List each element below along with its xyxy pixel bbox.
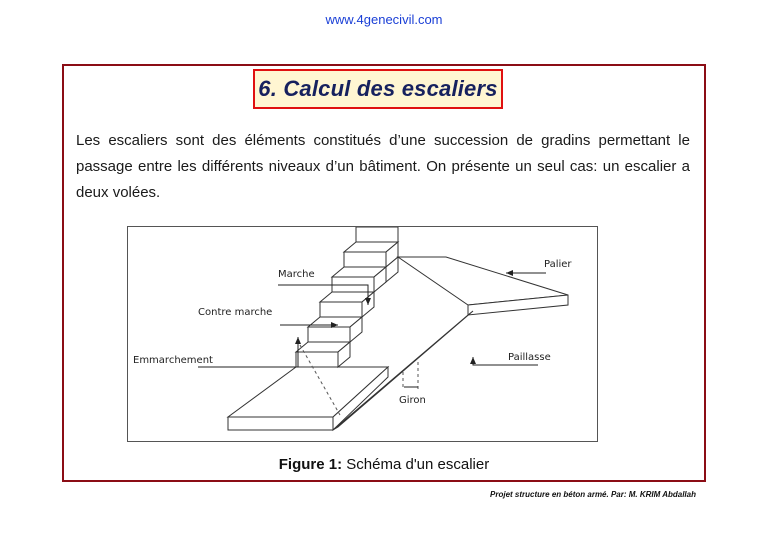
stair-diagram <box>128 227 597 441</box>
section-title-box <box>253 69 503 109</box>
intro-paragraph: Les escaliers sont des éléments constitués d’une succession de gradins permettant le passage entre les différents niveaux d’un bâtiment. On présente un seul cas: un escalier a deux volées. <box>76 132 690 201</box>
label-emmarchement: Emmarchement <box>133 355 213 366</box>
site-url[interactable]: www.4genecivil.com <box>325 12 443 27</box>
label-giron: Giron <box>399 395 426 406</box>
steps <box>296 227 398 367</box>
stair-figure <box>127 226 598 442</box>
page-footer: Projet structure en béton armé. Par: M. KRIM Abdallah <box>490 490 696 499</box>
label-palier: Palier <box>544 259 572 270</box>
caption-label: Figure 1: <box>278 456 343 473</box>
figure-caption <box>0 456 768 473</box>
label-paillasse: Paillasse <box>508 352 551 363</box>
label-marche: Marche <box>278 269 315 280</box>
section-title: 6. Calcul des escaliers <box>258 76 498 101</box>
caption-text: Schéma d'un escalier <box>342 456 490 473</box>
label-contre-marche: Contre marche <box>198 307 273 318</box>
